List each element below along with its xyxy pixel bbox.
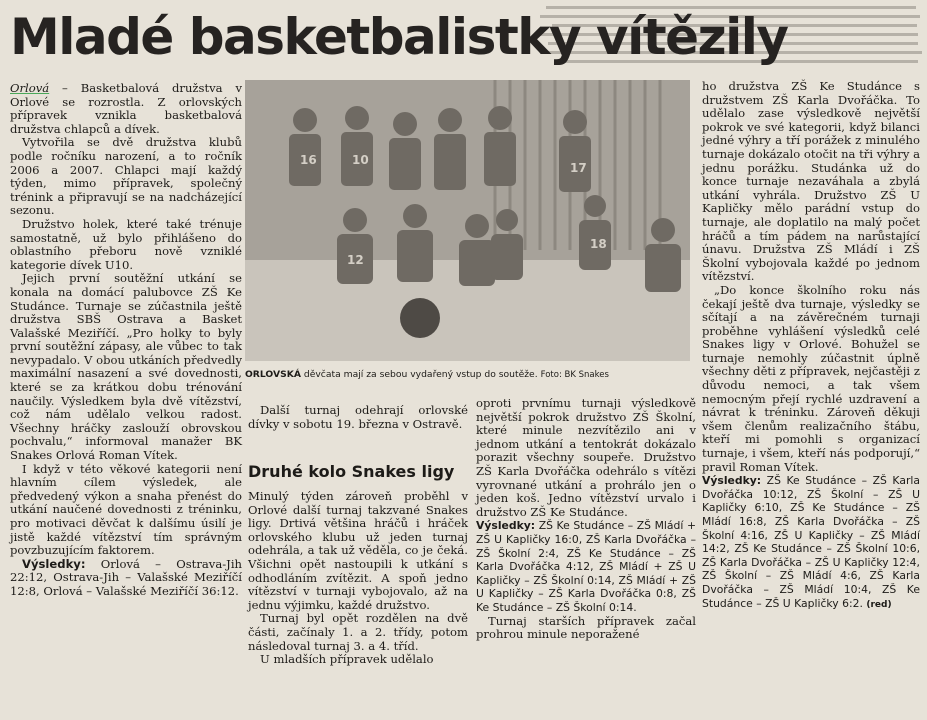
team-photo: [245, 80, 690, 361]
paragraph: U mladších přípravek udělalo: [260, 652, 434, 667]
jersey-number: 12: [347, 253, 364, 267]
paragraph: I když v této věkové kategorii není hlavním cílem výsledek, ale předvedený výkon a snaha přenést do utkání naučené dovednosti z tréninku, pro motivaci děvčat k dalšímu úsilí je jistě každé vítězství tím správným povzbuzujícím faktorem.: [10, 461, 242, 558]
article-column-2-continued: [248, 490, 468, 667]
paragraph: Družstvo holek, které také trénuje samostatně, už bylo přihlášeno do oblastního přeboru nově vzniklé kategorie dívek U10.: [10, 216, 242, 272]
team-photo-graphic: [245, 80, 690, 361]
dateline-place: Orlová: [10, 81, 50, 95]
lead-paragraph: Orlová – Basketbalová družstva v Orlové se rozrostla. Z orlovských přípravek vznikla basketbalová družstva chlapců a dívek.: [10, 81, 242, 136]
results-label: Výsledky:: [702, 474, 762, 488]
jersey-number: 18: [590, 237, 607, 251]
jersey-number: 17: [570, 161, 587, 175]
article-headline: Mladé basketbalistky vítězily: [10, 8, 788, 66]
paragraph: Jejich první soutěžní utkání se konala na domácí palubovce ZŠ Ke Studánce. Turnaje se zúčastnila ještě družstva SBŠ Ostrava a Basket Valašské Meziříčí. „Pro holky to byly první soutěžní zápasy, ale vůbec to tak nevypadalo. V obou utkáních předvedly maximální nasazení a své dovednosti, které se za krátkou dobu trénování naučily. Výsledkem byla dvě vítězství, což nám udělalo velkou radost. Všechny hráčky zaslouží obrovskou pochvalu,“ informoval manažer BK Snakes Orlová Roman Vítek.: [10, 271, 242, 463]
photo-credit: Foto: BK Snakes: [540, 370, 609, 380]
paragraph: Turnaj byl opět rozdělen na dvě části, začínaly 1. a 2. třídy, potom následoval turnaj 3. a 4. tříd.: [248, 611, 468, 653]
paragraph: Další turnaj odehrají orlovské dívky v sobotu 19. března v Ostravě.: [248, 403, 468, 431]
photo-caption: ORLOVSKÁ děvčata mají za sebou vydařený vstup do soutěže. Foto: BK Snakes: [245, 369, 609, 380]
paragraph: Turnaj starších přípravek začal prohrou minule neporažené: [476, 613, 696, 642]
paragraph: Minulý týden zároveň proběhl v Orlové další turnaj takzvané Snakes ligy. Drtivá většina hráčů i hráček orlovského klubu už jeden turnaj odehrála, a tak už věděla, co je čeká. Všichni opět nastoupili k utkání s odhodláním zvítězit. A spoň jedno vítězství v turnaji vybojovalo, až na jednu výjimku, každé družstvo.: [248, 489, 468, 612]
paragraph: Vytvořila se dvě družstva klubů podle ročníku narození, a to ročník 2006 a 2007. Chlapci mají každý týden, mimo přípravek, společný trénink a připravují se na nadcházející sezonu.: [10, 135, 242, 218]
jersey-number: 16: [300, 153, 317, 167]
article-column-2: [248, 404, 468, 431]
author-signature: (red): [866, 599, 892, 610]
jersey-number: 10: [352, 153, 369, 167]
results-label: Výsledky:: [22, 556, 86, 571]
results-label: Výsledky:: [476, 519, 536, 533]
article-column-4: [702, 80, 920, 612]
section-subheading: Druhé kolo Snakes ligy: [248, 462, 455, 481]
quote-paragraph: „Do konce školního roku nás čekají ještě dva turnaje, výsledky se sčítají a na závěrečném turnaji proběhne vyhlášení výsledků celé Snakes ligy v Orlové. Bohužel se turnaje nemohly zúčastnit úplně všechny děti z přípravek, nejčastěji z důvodu nemoci, a tak všem nemocným přejí rychlé uzdravení a návrat k tréninku. Zároveň děkuji všem členům realizačního štábu, kteří mi pomohli s organizací turnaje, i všem, kteří nás podporují,“ pravil Roman Vítek.: [702, 282, 920, 474]
paragraph: ho družstva ZŠ Ke Studánce s družstvem ZŠ Karla Dvořáčka. To udělalo zase výsledkově největší pokrok ve své kategorii, když bilanci jedné výhry a tří porážek z minulého turnaje dokázalo otočit na tři výhry a jednu porážku. Studánka už do konce turnaje nezaváhala a zbylá utkání vyhrála. Družstvo ZŠ U Kapličky mělo parádní vstup do turnaje, ale doplatilo na malý počet hráčů a tím pádem na narůstající únavu. Družstva ZŠ Mládí i ZŠ Školní vybojovala každé po jednom vítězství.: [702, 79, 920, 284]
paragraph: oproti prvnímu turnaji výsledkově největší pokrok družstvo ZŠ Školní, které minule nezvítězilo ani v jednom utkání a tentokrát dokázalo porazit všechny soupeře. Družstvo ZŠ Karla Dvořáčka odehrálo s vítězi vyrovnané utkání a prohrálo jen o jeden koš. Jedno vítězství urvalo i družstvo ZŠ Ke Studánce.: [476, 396, 696, 519]
results-paragraph: Výsledky: ZŠ Ke Studánce – ZŠ Karla Dvořáčka 10:12, ZŠ Školní – ZŠ U Kapličky 6:10, ZŠ Ke Studánce – ZŠ Mládí 16:8, ZŠ Karla Dvořáčka – ZŠ Školní 4:16, ZŠ U Kapličky – ZŠ Mládí 14:2, ZŠ Ke Studánce – ZŠ Školní 10:6, ZŠ Karla Dvořáčka – ZŠ U Kapličky 12:4, ZŠ Školní – ZŠ Mládí 4:6, ZŠ Karla Dvořáčka – ZŠ Mládí 10:4, ZŠ Ke Studánce – ZŠ U Kapličky 6:2. (red): [702, 474, 920, 610]
article-column-1: [10, 82, 242, 599]
article-column-3: [476, 397, 696, 642]
results-paragraph: Výsledky: Orlová – Ostrava-Jih 22:12, Ostrava-Jih – Valašské Meziříčí 12:8, Orlová – Valašské Meziříčí 36:12.: [10, 556, 242, 598]
results-paragraph: Výsledky: ZŠ Ke Studánce – ZŠ Mládí + ZŠ U Kapličky 16:0, ZŠ Karla Dvořáčka – ZŠ Školní 2:4, ZŠ Ke Studánce – ZŠ Karla Dvořáčka 4:12, ZŠ Mládí + ZŠ U Kapličky – ZŠ Školní 0:14, ZŠ Mládí + ZŠ U Kapličky – ZŠ Karla Dvořáčka 0:8, ZŠ Ke Studánce – ZŠ Školní 0:14.: [476, 519, 696, 614]
